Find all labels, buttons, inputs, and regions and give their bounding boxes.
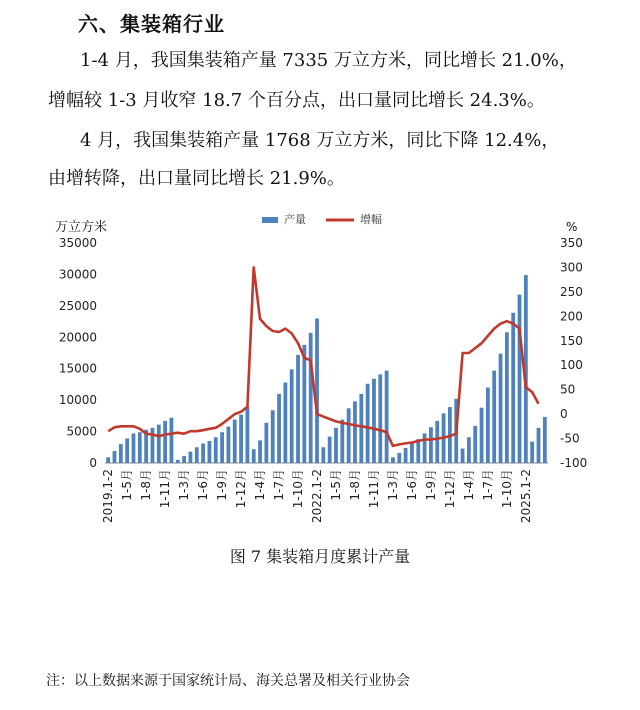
x-tick-label: 1-9月 [423, 469, 438, 501]
x-tick-label: 1-6月 [196, 469, 211, 501]
y2-tick-label: 100 [560, 358, 583, 373]
bar-production [233, 420, 237, 463]
x-tick-label: 1-3月 [177, 469, 192, 501]
bar-production [125, 438, 129, 463]
bar-production [505, 332, 509, 463]
bar-production [499, 354, 503, 463]
bar-production [423, 433, 427, 463]
y2-tick-label: 300 [560, 260, 583, 275]
bar-production [182, 456, 186, 463]
bar-production [239, 415, 243, 463]
x-tick-label: 2025.1-2 [518, 469, 533, 523]
bar-production [461, 449, 465, 463]
bar-production [486, 388, 490, 463]
y-tick-label: 30000 [58, 267, 97, 282]
bar-production [258, 440, 262, 463]
production-chart [0, 205, 640, 535]
bar-production [151, 428, 155, 463]
bar-production [467, 437, 471, 463]
bar-production [404, 448, 408, 463]
bar-production [359, 394, 363, 463]
x-tick-label: 2022.1-2 [310, 469, 325, 523]
bar-production [429, 427, 433, 463]
figure-caption: 图 7 集装箱月度累计产量 [229, 547, 411, 566]
x-tick-label: 1-3月 [385, 469, 400, 501]
y2-axis-title: % [566, 220, 578, 234]
y-tick-label: 35000 [58, 236, 97, 250]
x-tick-label: 1-5月 [120, 469, 135, 501]
y-tick-label: 0 [89, 456, 97, 470]
bar-production [119, 444, 123, 463]
bar-production [138, 432, 142, 463]
y2-tick-label: 200 [560, 309, 583, 324]
bar-production [378, 374, 382, 463]
bar-production [315, 318, 319, 463]
x-tick-label: 2019.1-2 [101, 469, 116, 523]
bar-production [214, 437, 218, 463]
bar-production [473, 426, 477, 463]
bar-production [208, 441, 212, 463]
bar-production [245, 407, 249, 463]
bar-production [416, 439, 420, 463]
bar-production [366, 384, 370, 463]
paragraph-1-line-1: 1-4 月，我国集装箱产量 7335 万立方米，同比增长 21.0%， [80, 50, 577, 71]
x-tick-label: 1-8月 [139, 469, 154, 501]
y-axis-title: 万立方米 [55, 220, 108, 235]
bar-production [537, 428, 541, 463]
bar-production [290, 369, 294, 463]
source-note: 注：以上数据来源于国家统计局、海关总署及相关行业协会 [46, 673, 410, 689]
y2-tick-label: -100 [560, 456, 588, 470]
bar-production [309, 333, 313, 463]
bar-production [328, 437, 332, 463]
x-tick-label: 1-12月 [234, 469, 249, 509]
bar-production [106, 457, 110, 463]
bar-production [321, 447, 325, 463]
bar-production [264, 423, 268, 463]
bar-production [277, 394, 281, 463]
bar-production [492, 371, 496, 463]
bar-production [296, 355, 300, 463]
bar-production [252, 449, 256, 463]
y2-tick-label: 0 [560, 407, 568, 422]
bar-production [353, 401, 357, 463]
legend-bar-label: 产量 [284, 213, 306, 226]
bar-production [391, 457, 395, 463]
y2-tick-label: -50 [560, 431, 580, 446]
y2-tick-label: 250 [560, 284, 583, 299]
bar-production [334, 428, 338, 463]
bar-production [271, 410, 275, 463]
bar-production [480, 408, 484, 463]
bar-production [543, 417, 547, 463]
x-tick-label: 1-7月 [480, 468, 495, 501]
paragraph-1-line-2: 增幅较 1-3 月收窄 18.7 个百分点，出口量同比增长 24.3%。 [48, 90, 545, 111]
bar-production [176, 460, 180, 463]
y-tick-label: 25000 [58, 298, 97, 313]
legend-line-label: 增幅 [360, 213, 382, 226]
x-tick-label: 1-7月 [272, 469, 287, 501]
x-tick-label: 1-4月 [253, 469, 268, 501]
x-tick-label: 1-12月 [442, 469, 457, 509]
bar-production [157, 425, 161, 463]
paragraph-2-line-2: 由增转降，出口量同比增长 21.9%。 [48, 168, 345, 189]
bar-production [227, 427, 231, 463]
bar-production [410, 443, 414, 463]
bar-production [132, 433, 136, 463]
x-tick-label: 1-9月 [215, 469, 230, 501]
x-tick-label: 1-10月 [291, 469, 306, 509]
x-tick-label: 1-11月 [366, 469, 381, 509]
legend-bar-swatch [262, 217, 278, 223]
bar-production [302, 345, 306, 463]
bar-production [511, 313, 515, 463]
bar-production [530, 442, 534, 463]
bar-production [195, 447, 199, 463]
bar-production [340, 420, 344, 463]
bar-production [220, 432, 224, 463]
x-tick-label: 1-10月 [499, 468, 514, 509]
y-tick-label: 10000 [58, 393, 97, 408]
bar-production [347, 408, 351, 463]
y-tick-label: 15000 [58, 361, 97, 376]
bar-production [201, 444, 205, 463]
x-tick-label: 1-6月 [404, 469, 419, 501]
x-tick-label: 1-4月 [461, 469, 476, 501]
y2-tick-label: 150 [560, 333, 583, 348]
bar-production [372, 379, 376, 463]
bar-production [385, 371, 389, 463]
bar-production [189, 452, 193, 463]
x-tick-label: 1-5月 [328, 469, 343, 501]
bar-production [435, 421, 439, 463]
section-heading: 六、集装箱行业 [78, 12, 225, 36]
bar-production [170, 418, 174, 463]
y2-tick-label: 50 [560, 382, 576, 397]
y-tick-label: 5000 [66, 424, 97, 439]
y-tick-label: 20000 [58, 330, 97, 345]
bar-production [113, 451, 117, 463]
bar-production [283, 383, 287, 463]
x-tick-label: 1-8月 [347, 469, 362, 501]
bar-production [518, 295, 522, 463]
bar-production [397, 453, 401, 463]
paragraph-2-line-1: 4 月，我国集装箱产量 1768 万立方米，同比下降 12.4%， [80, 130, 560, 151]
bar-production [163, 421, 167, 463]
y2-tick-label: 350 [560, 236, 583, 250]
x-tick-label: 1-11月 [158, 469, 173, 509]
